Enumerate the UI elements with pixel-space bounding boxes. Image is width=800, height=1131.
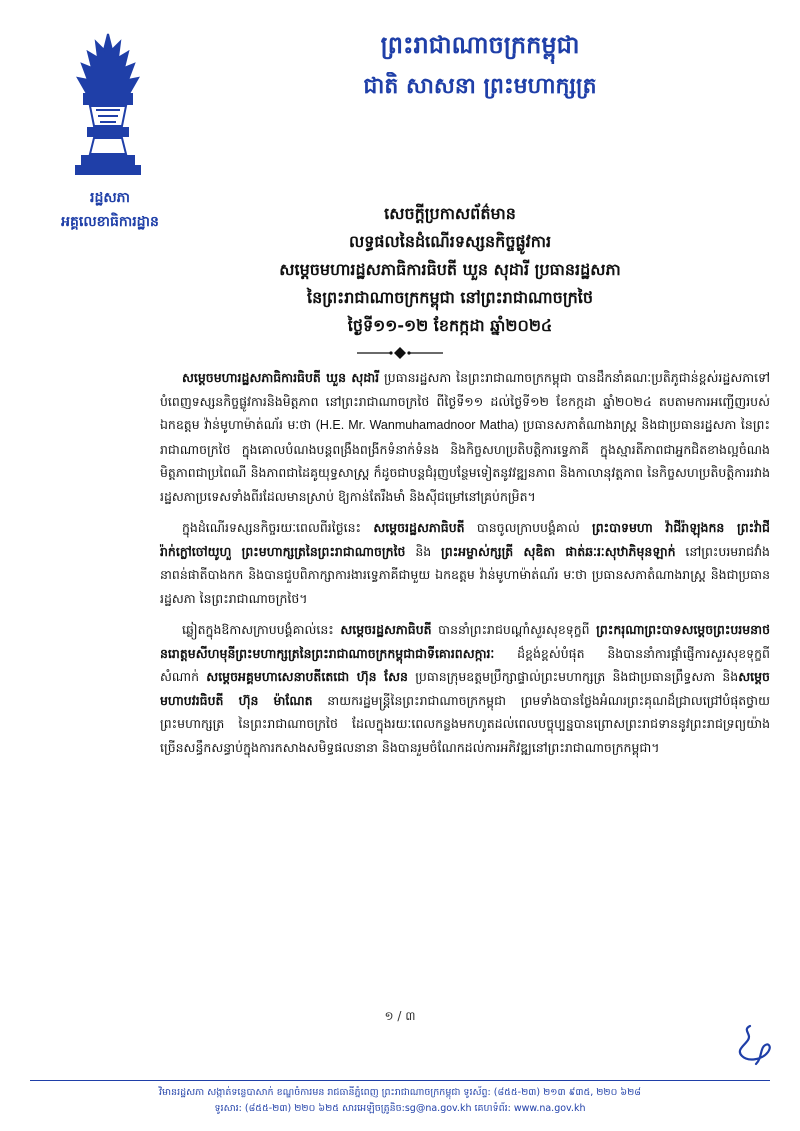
p3-bold-1: សម្តេចរដ្ឋសភាធិបតី [340, 622, 432, 637]
kingdom-heading: ព្រះរាជាណាចក្រកម្ពុជា [380, 31, 580, 59]
p1-text-a: ប្រធានរដ្ឋសភា នៃព្រះរាជាណាចក្រកម្ពុជា បានដឹកនាំគណៈប្រតិភូជាន់ខ្ពស់រដ្ឋសភាទៅបំពេញទស្សនកិច្ចផ្លូវការនិងមិត្តភាព នៅព្រះរាជាណាចក្រថៃ ពីថ្ងៃទី១១ ដល់ថ្ងៃទី១២ ខែកក្កដា ឆ្នាំ២០២៤ តបតាមការអញ្ជើញរបស់ ឯកឧត្តម វ៉ាន់មូហាម៉ាត់ណ័រ មៈថា [160, 370, 770, 432]
p2-bold-2: ព្រះបាទមហា វ៉ាជីរ៉ាឡុងកន ព្រះវ៉ាជីរ៉ាក់ក្លៅចៅយូហួ ព្រះមហាក្សត្រនៃព្រះរាជាណាចក្រថៃ [160, 520, 770, 559]
document-title [170, 200, 730, 340]
title-line-4: នៃព្រះរាជាណាចក្រកម្ពុជា នៅព្រះរាជាណាចក្រថៃ [307, 288, 593, 307]
footer-address: វិមានរដ្ឋសភា សង្កាត់ទន្លេបាសាក់ ខណ្ឌចំការមន រាជធានីភ្នំពេញ ព្រះរាជាណាចក្រកម្ពុជា ទូរស័ព្ទ: (៨៥៥-២៣) ២១៣ ៩៣៥, ២២០ ៦២៨ [159, 1087, 641, 1098]
p3-text-c: ដ៏ខ្ពង់ខ្ពស់បំផុត និងបាននាំការផ្តាំផ្ញើការសួរសុខទុក្ខពីសំណាក់ [160, 645, 770, 684]
page-number: ១ / ៣ [384, 1009, 416, 1023]
ministry-name: រដ្ឋសភា [90, 190, 130, 206]
title-line-3: សម្តេចមហារដ្ឋសភាធិការធិបតី ឃួន សុដារី ប្រធានរដ្ឋសភា [279, 260, 621, 279]
p3-bold-4: សម្តេចមហាបវរធិបតី ហ៊ុន ម៉ាណែត [160, 669, 770, 708]
title-line-2: លទ្ធផលនៃដំណើរទស្សនកិច្ចផ្លូវការ [348, 232, 552, 251]
p2-text-a: ក្នុងដំណើរទស្សនកិច្ចរយៈពេលពីរថ្ងៃនេះ [182, 520, 374, 535]
p2-text-c: និង [405, 543, 442, 559]
ornament-divider-icon [355, 346, 445, 360]
signature-initials [728, 1020, 778, 1070]
p1-latin-name: (H.E. Mr. Wanmuhamadnoor Matha) [315, 418, 519, 432]
national-assembly-emblem-icon [68, 30, 148, 180]
p3-text-e: នាយករដ្ឋមន្ត្រីនៃព្រះរាជាណាចក្រកម្ពុជា ព្រមទាំងបានថ្លែងអំណរព្រះគុណដ៏ជ្រាលជ្រៅបំផុតថ្វាយព្រះមហាក្សត្រ នៃព្រះរាជាណាចក្រថៃ ដែលក្នុងរយៈពេលកន្លងមកហូតដល់ពេលបច្ចុប្បន្នបានព្រោសព្រះរាជទាននូវព្រះរាជទ្រព្យយ៉ាងច្រើនសន្ធឹកសន្ធាប់ក្នុងការកសាងសមិទ្ធផលនានា និងបានរួមចំណែកដល់ការអភិវឌ្ឍនៅព្រះរាជាណាចក្រកម្ពុជា។ [160, 692, 770, 755]
footer-contact: ទូរសារ: (៨៥៥-២៣) ២២០ ៦២៥ សារអេឡិចត្រូនិច:sg@na.gov.kh គេហទំព័រ: www.na.gov.kh [214, 1103, 586, 1114]
p1-bold: សម្តេចមហារដ្ឋសភាធិការធិបតី ឃួន សុដារី [182, 370, 380, 385]
ministry-department: អគ្គលេខាធិការដ្ឋាន [61, 214, 159, 230]
p3-bold-2: ព្រះករុណាព្រះបាទសម្តេចព្រះបរមនាថនរោត្តមសីហមុនីព្រះមហាក្សត្រនៃព្រះរាជាណាចក្រកម្ពុជាជាទីគោរពសក្ការៈ [160, 622, 770, 661]
p3-text-a: ឆ្លៀតក្នុងឱកាសក្រាបបង្គំគាល់នេះ [182, 622, 341, 637]
title-line-1: សេចក្តីប្រកាសព័ត៌មាន [384, 204, 516, 223]
p2-bold-1: សម្តេចរដ្ឋសភាធិបតី [373, 520, 465, 535]
body-text [160, 366, 770, 767]
p1-text-b: ប្រធានសភាតំណាងរាស្ត្រ និងជាប្រធានរដ្ឋសភា នៃព្រះរាជាណាចក្រថៃ ក្នុងគោលបំណងបន្តពង្រឹងពង្រីកទំនាក់ទំនង និងកិច្ចសហប្រតិបត្តិការទ្វេភាគី ក្នុងស្មារតីភាពជាអ្នកជិតខាងល្អចំណងមិត្តភាពជាប្រពៃណី និងភាពជាដៃគូយុទ្ធសាស្ត្រ ក៏ដូចជាបន្តជំរុញបន្ថែមទៀតនូវវឌ្ឍនភាព និងកាលានុវត្តភាព នៃកិច្ចសហប្រតិបត្តិការរវាងរដ្ឋសភាប្រទេសទាំងពីរដែលមានស្រាប់ ឱ្យកាន់តែរឹងមាំ និងស៊ីជម្រៅនៅគ្រប់កម្រិត។ [160, 417, 770, 504]
p2-text-d: នៅព្រះបរមរាជវាំង នាពន់ផាតីបាងកក និងបានជួបពិភាក្សាការងារទ្វេភាគីជាមួយ ឯកឧត្តម វ៉ាន់មូហាម៉ាត់ណ័រ មៈថា ប្រធានសភាតំណាងរាស្ត្រ និងជាប្រធានរដ្ឋសភា នៃព្រះរាជាណាចក្រថៃ។ [160, 543, 770, 606]
national-motto: ជាតិ សាសនា ព្រះមហាក្សត្រ [363, 74, 597, 99]
paragraph-1 [160, 366, 770, 508]
title-line-5: ថ្ងៃទី១១-១២ ខែកក្កដា ឆ្នាំ២០២៤ [347, 316, 553, 335]
p2-bold-3: ព្រះអម្ចាស់ក្សត្រី សុឌិតា ផាត់ឆៈរៈសុឋាភិមុនឡាក់ [441, 543, 676, 559]
p3-text-b: បាននាំព្រះរាជបណ្តាំសួរសុខទុក្ខពី [431, 622, 597, 637]
p3-bold-3: សម្តេចអគ្គមហាសេនាបតីតេជោ ហ៊ុន សែន [206, 669, 408, 684]
p3-text-d: ប្រធានក្រុមឧត្តមប្រឹក្សាផ្ទាល់ព្រះមហាក្សត្រ និងជាប្រធានព្រឹទ្ធសភា និង [407, 669, 739, 684]
paragraph-2 [160, 516, 770, 610]
p2-text-b: បានចូលក្រាបបង្គំគាល់ [464, 520, 592, 535]
paragraph-3 [160, 618, 770, 759]
footer-divider [30, 1080, 770, 1081]
